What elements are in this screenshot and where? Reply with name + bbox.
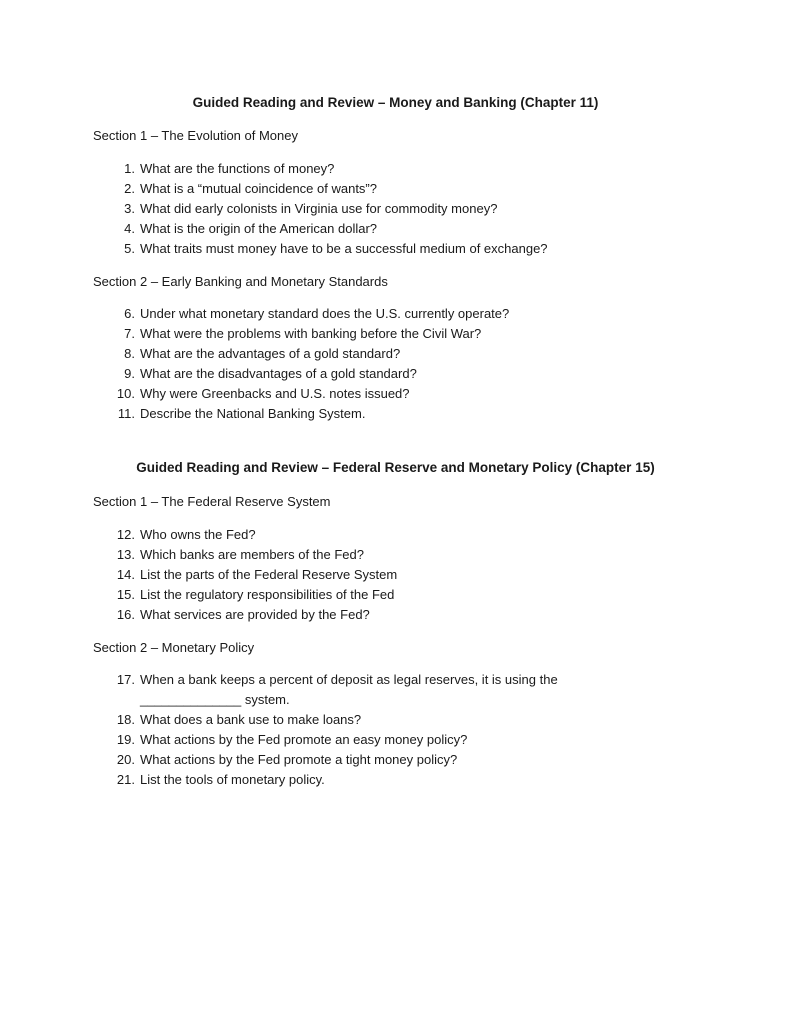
question-text: Describe the National Banking System.: [140, 406, 366, 421]
question-number: 14.: [116, 567, 135, 582]
question-text: What did early colonists in Virginia use for commodity money?: [140, 201, 498, 216]
question-text: What traits must money have to be a successful medium of exchange?: [140, 241, 548, 256]
question-number: 5.: [124, 241, 135, 256]
question-item: [0, 219, 791, 239]
question-text: What is a “mutual coincidence of wants”?: [140, 181, 377, 196]
question-number: 12.: [116, 527, 135, 542]
question-text: What does a bank use to make loans?: [140, 712, 362, 727]
question-text: List the regulatory responsibilities of the Fed: [140, 587, 395, 602]
chapter-15-section-1-questions: [0, 525, 791, 625]
question-text: Which banks are members of the Fed?: [140, 547, 364, 562]
question-item: [0, 324, 791, 344]
question-number: 6.: [124, 306, 135, 321]
chapter-15-section-1-heading: Section 1 – The Federal Reserve System: [93, 494, 331, 509]
question-number: 9.: [124, 366, 135, 381]
question-text: Who owns the Fed?: [140, 527, 256, 542]
question-item: [0, 750, 791, 770]
chapter-15-section-2-heading: Section 2 – Monetary Policy: [93, 640, 255, 655]
question-number: 19.: [116, 732, 135, 747]
question-item: [0, 585, 791, 605]
question-item: [0, 239, 791, 259]
question-item: [0, 710, 791, 730]
question-number: 15.: [116, 587, 135, 602]
question-number: 11.: [117, 406, 135, 421]
question-number: 4.: [124, 221, 135, 236]
question-item: [0, 545, 791, 565]
question-number: 2.: [124, 181, 135, 196]
question-number: 1.: [124, 161, 135, 176]
question-item: [0, 770, 791, 790]
question-text: List the tools of monetary policy.: [140, 772, 325, 787]
question-item: [0, 565, 791, 585]
question-text: What were the problems with banking before the Civil War?: [140, 326, 482, 341]
question-number: 3.: [124, 201, 135, 216]
chapter-11-section-1-questions: [0, 159, 791, 259]
question-number: 13.: [116, 547, 135, 562]
question-item: [0, 605, 791, 625]
question-number: 20.: [116, 752, 135, 767]
question-text: What are the functions of money?: [140, 161, 335, 176]
question-text: When a bank keeps a percent of deposit as legal reserves, it is using the ______________ system.: [140, 672, 558, 707]
question-item: [0, 670, 791, 710]
chapter-11-title: Guided Reading and Review – Money and Banking (Chapter 11): [192, 95, 599, 110]
question-item: [0, 344, 791, 364]
question-item: [0, 730, 791, 750]
chapter-11-section-2-questions: [0, 304, 791, 424]
question-number: 18.: [116, 712, 135, 727]
question-text: Under what monetary standard does the U.S. currently operate?: [140, 306, 510, 321]
question-text: What are the advantages of a gold standard?: [140, 346, 401, 361]
chapter-11-section-2-heading: Section 2 – Early Banking and Monetary Standards: [93, 274, 388, 289]
question-number: 21.: [116, 772, 135, 787]
question-item: [0, 404, 791, 424]
question-text: Why were Greenbacks and U.S. notes issued?: [140, 386, 410, 401]
question-item: [0, 179, 791, 199]
question-item: [0, 525, 791, 545]
question-item: [0, 384, 791, 404]
question-text: What actions by the Fed promote an easy money policy?: [140, 732, 468, 747]
question-item: [0, 159, 791, 179]
question-text: What actions by the Fed promote a tight money policy?: [140, 752, 458, 767]
question-text: What are the disadvantages of a gold standard?: [140, 366, 417, 381]
question-number: 7.: [124, 326, 135, 341]
chapter-15-title: Guided Reading and Review – Federal Reserve and Monetary Policy (Chapter 15): [136, 460, 655, 475]
question-number: 8.: [124, 346, 135, 361]
question-text: List the parts of the Federal Reserve System: [140, 567, 398, 582]
question-item: [0, 199, 791, 219]
question-number: 16.: [116, 607, 135, 622]
question-number: 17.: [116, 672, 135, 687]
question-number: 10.: [116, 386, 135, 401]
chapter-15-section-2-questions: [0, 670, 791, 790]
question-text: What services are provided by the Fed?: [140, 607, 370, 622]
chapter-11-section-1-heading: Section 1 – The Evolution of Money: [93, 128, 298, 143]
question-text: What is the origin of the American dollar?: [140, 221, 378, 236]
question-item: [0, 304, 791, 324]
question-item: [0, 364, 791, 384]
